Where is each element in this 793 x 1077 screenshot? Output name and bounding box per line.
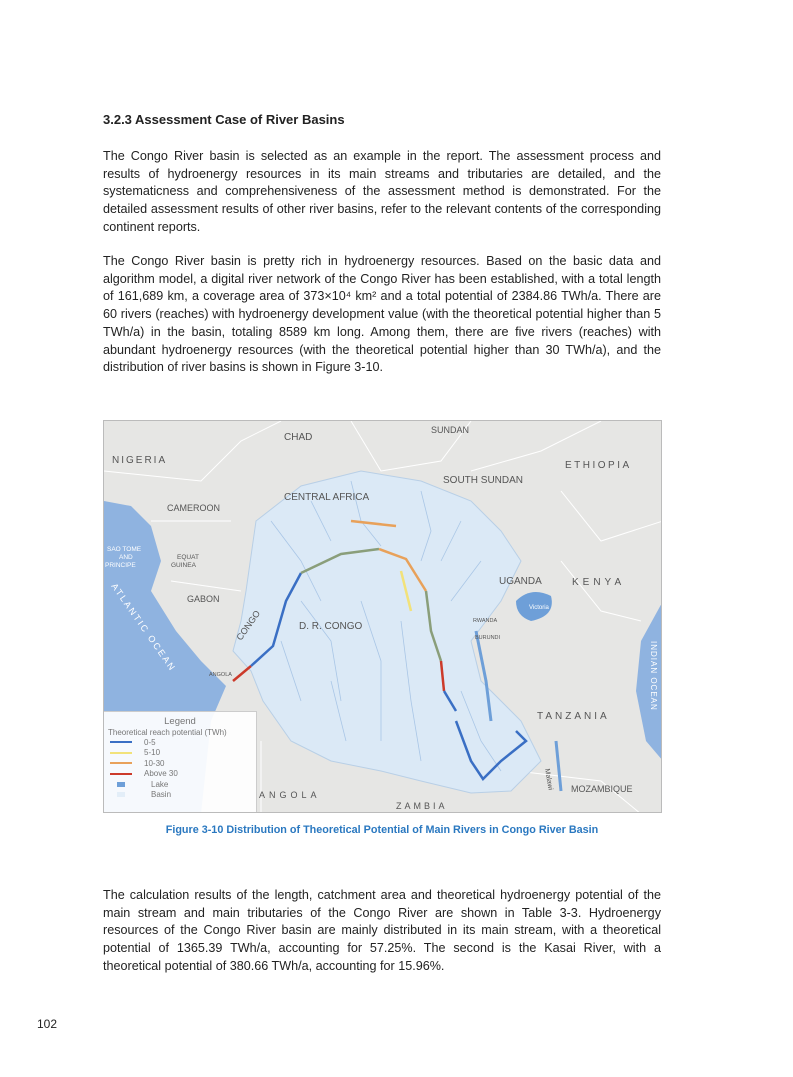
legend-item	[104, 790, 256, 801]
page-number: 102	[37, 1017, 58, 1031]
label-central-africa: CENTRAL AFRICA	[284, 492, 370, 503]
map-legend	[104, 711, 257, 812]
legend-line-icon	[110, 773, 132, 775]
legend-item	[104, 737, 256, 748]
legend-item-label: Above 30	[144, 769, 178, 779]
paragraph-intro: The Congo River basin is selected as an example in the report. The assessment process and results of hydroenergy resources in its main streams and tributaries are detailed, and the systematicness and comprehensiveness of the assessment method is demonstrated. For the detailed assessment results of other river basins, refer to the relevant contents of the corresponding continent reports.	[103, 149, 661, 234]
label-cameroon: CAMEROON	[167, 503, 221, 513]
label-burundi: BURUNDI	[475, 635, 501, 641]
legend-subtitle: Theoretical reach potential (TWh)	[108, 728, 227, 737]
label-tanzania: TANZANIA	[537, 711, 610, 722]
legend-item	[104, 758, 256, 769]
label-sao-tome: SAO TOME	[107, 546, 142, 553]
label-south-sundan: SOUTH SUNDAN	[443, 475, 524, 486]
legend-item-label: 0-5	[144, 737, 156, 747]
legend-item	[104, 769, 256, 780]
label-ethiopia: ETHIOPIA	[565, 460, 632, 471]
label-congo: CONGO	[234, 608, 263, 643]
congo-basin-map	[103, 420, 662, 813]
label-uganda: UGANDA	[499, 576, 542, 587]
legend-item-label: Lake	[151, 779, 169, 789]
label-principe: PRINCIPE	[105, 562, 136, 569]
legend-line-icon	[110, 741, 132, 743]
label-drc: D. R. CONGO	[299, 621, 363, 632]
label-angola-small: ANGOLA	[209, 672, 232, 678]
label-gabon: GABON	[187, 594, 220, 604]
legend-item-label: 5-10	[144, 748, 161, 758]
label-equat: EQUAT	[177, 554, 199, 561]
label-angola: ANGOLA	[259, 790, 321, 800]
figure-caption: Figure 3-10 Distribution of Theoretical Potential of Main Rivers in Congo River Basin	[165, 824, 599, 836]
label-sao-tome-and: AND	[119, 554, 133, 561]
label-mozambique: MOZAMBIQUE	[571, 784, 633, 794]
legend-item-label: 10-30	[144, 758, 165, 768]
paragraph-basin: The Congo River basin is pretty rich in hydroenergy resources. Based on the basic data and algorithm model, a digital river network of the Congo River has been established, with a total length of 161,689 km, a coverage area of 373×10⁴ km² and a total potential of 2384.86 TWh/a. There are 60 rivers (reaches) with hydroenergy development value (with the theoretical potential higher than 5 TWh/a) in the basin, totaling 8589 km long. Among them, there are five rivers (reaches) with abundant hydroenergy resources (with the theoretical potential higher than 30 TWh/a), and the distribution of river basins is shown in Figure 3-10.	[103, 254, 661, 375]
label-guinea: GUINEA	[171, 562, 196, 569]
label-zambia: ZAMBIA	[396, 801, 448, 811]
label-malawi: Malawi	[543, 768, 554, 791]
label-victoria: Victoria	[529, 605, 549, 611]
paragraph-results: The calculation results of the length, catchment area and theoretical hydroenergy potential of the main stream and main tributaries of the Congo River are shown in Table 3-3. Hydroenergy resources of the Congo River basin are mainly distributed in its main stream, with a theoretical potential of 1365.39 TWh/a, accounting for 57.25%. The second is the Kasai River, with a theoretical potential of 380.66 TWh/a, accounting for 15.96%.	[103, 888, 661, 973]
label-atlantic-ocean: ATLANTIC OCEAN	[109, 581, 178, 674]
legend-title: Legend	[164, 716, 196, 727]
legend-swatch-icon	[117, 792, 125, 797]
legend-swatch-icon	[117, 782, 125, 787]
legend-item	[104, 748, 256, 759]
label-rwanda: RWANDA	[473, 618, 498, 624]
label-kenya: KENYA	[572, 577, 626, 588]
section-heading: 3.2.3 Assessment Case of River Basins	[103, 112, 345, 127]
label-chad: CHAD	[284, 432, 313, 443]
label-indian-ocean: INDIAN OCEAN	[649, 641, 658, 711]
legend-line-icon	[110, 762, 132, 764]
label-nigeria: NIGERIA	[112, 455, 168, 466]
label-sundan: SUNDAN	[431, 425, 470, 435]
legend-line-icon	[110, 752, 132, 754]
legend-item	[104, 779, 256, 790]
legend-item-label: Basin	[151, 790, 172, 800]
